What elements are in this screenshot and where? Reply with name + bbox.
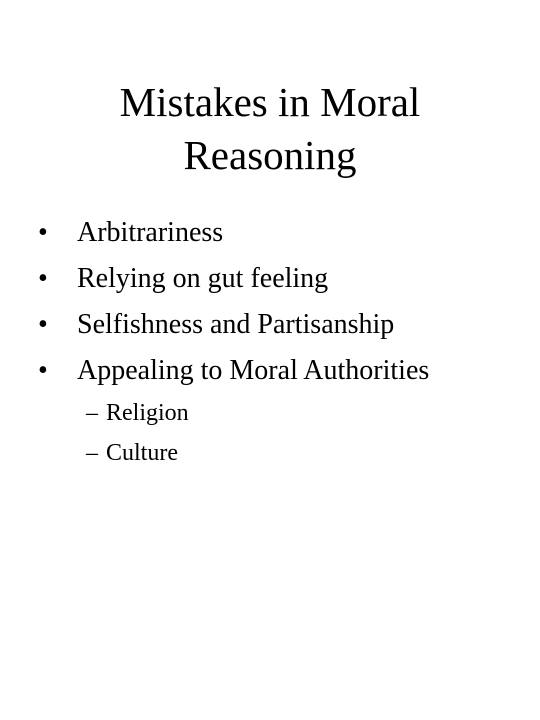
slide-title-line-2: Reasoning (183, 132, 357, 178)
bullet-marker: • (38, 309, 48, 340)
bullet-text: Selfishness and Partisanship (77, 309, 395, 340)
bullet-marker: • (38, 217, 48, 248)
slide-title (0, 76, 540, 182)
slide-title-line-1: Mistakes in Moral (119, 79, 421, 125)
bullet-text: Relying on gut feeling (77, 263, 329, 294)
sub-bullet-marker: – (86, 400, 98, 426)
bullet-item-moral-authorities (0, 351, 540, 391)
sub-bullet-item-culture (0, 437, 540, 469)
sub-bullet-text: Religion (106, 400, 189, 426)
bullet-marker: • (38, 263, 48, 294)
sub-bullet-marker: – (86, 440, 98, 466)
bullet-text: Appealing to Moral Authorities (77, 355, 430, 386)
bullet-item-gut-feeling (0, 259, 540, 299)
bullet-item-selfishness (0, 305, 540, 345)
sub-bullet-text: Culture (106, 440, 178, 466)
bullet-text: Arbitrariness (77, 217, 224, 248)
sub-bullet-item-religion (0, 397, 540, 429)
bullet-marker: • (38, 355, 48, 386)
bullet-item-arbitrariness (0, 213, 540, 253)
